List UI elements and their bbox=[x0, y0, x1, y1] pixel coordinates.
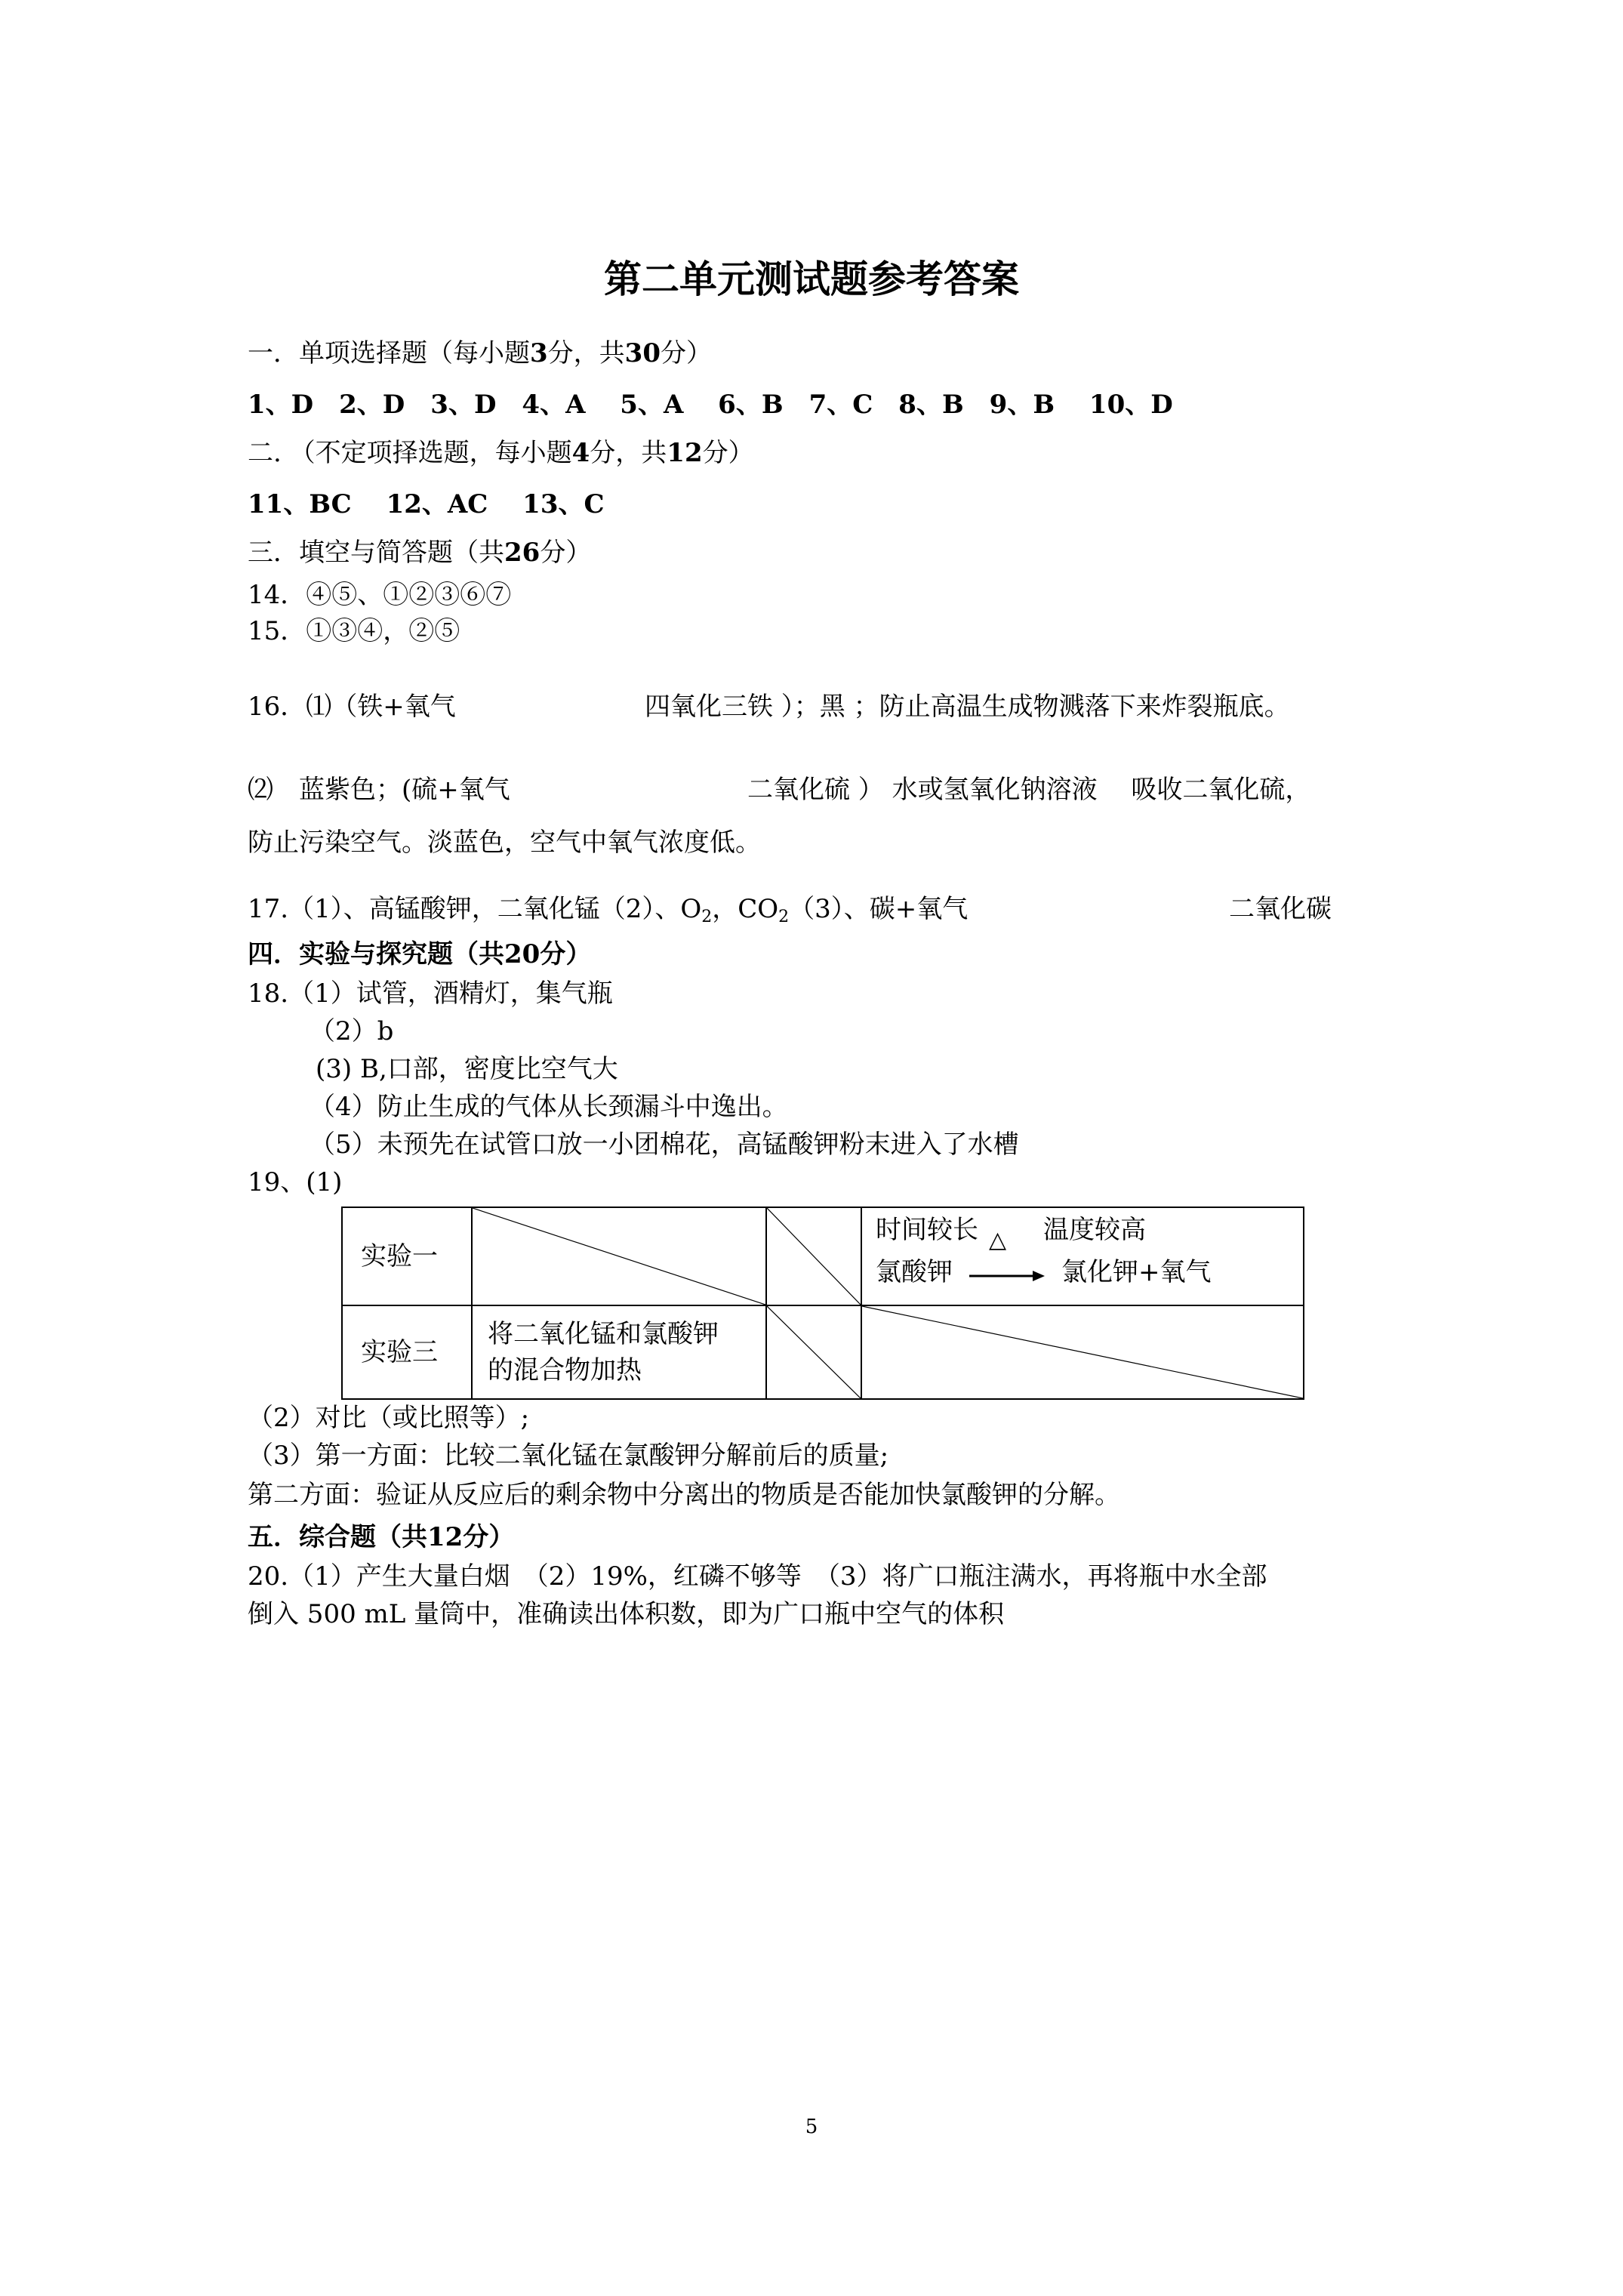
section-2-per-score: 4 bbox=[571, 438, 590, 468]
section-1-heading-end: 分） bbox=[661, 338, 712, 368]
section-5-heading-text: 五．综合题（共 bbox=[248, 1522, 427, 1552]
reaction-condition-time: 时间较长 bbox=[876, 1215, 978, 1245]
section-4-heading bbox=[248, 938, 591, 971]
row2-desc-line2: 的混合物加热 bbox=[488, 1355, 642, 1385]
section-1-per-score: 3 bbox=[530, 338, 548, 368]
answer-18-5: （5）未预先在试管口放一小团棉花，高锰酸钾粉末进入了水槽 bbox=[310, 1130, 1019, 1160]
section-2-total-score: 12 bbox=[667, 438, 703, 468]
section-3-score: 26 bbox=[504, 538, 540, 568]
table-cell-row1-equation bbox=[861, 1207, 1304, 1305]
row1-label: 实验一 bbox=[361, 1241, 438, 1271]
table-cell-row1-blank-2 bbox=[766, 1207, 861, 1305]
diagonal-line bbox=[767, 1208, 861, 1305]
reaction-equation bbox=[862, 1208, 1303, 1305]
table-cell-row2-desc bbox=[472, 1305, 766, 1399]
section-2-heading bbox=[248, 436, 754, 470]
answer-19-1: 19、(1) bbox=[248, 1167, 343, 1197]
section-3-heading bbox=[248, 536, 591, 569]
product: 氯化钾+氧气 bbox=[1061, 1257, 1212, 1287]
answer-19-2: （2）对比（或比照等）; bbox=[248, 1403, 530, 1433]
section-3-heading-text: 三．填空与简答题（共 bbox=[248, 538, 504, 568]
row2-desc-line1: 将二氧化锰和氯酸钾 bbox=[488, 1319, 719, 1349]
section-1-answers: 1、D 2、D 3、D 4、A 5、A 6、B 7、C 8、B 9、B 10、D bbox=[248, 390, 1173, 420]
table-cell-row1-label bbox=[342, 1207, 472, 1305]
section-5-heading bbox=[248, 1521, 514, 1554]
answer-17 bbox=[248, 892, 968, 934]
answer-17-part-b: ，CO bbox=[712, 894, 779, 924]
answer-17-part-a: 17.（1）、高锰酸钾，二氧化锰（2）、O bbox=[248, 894, 702, 924]
row2-label: 实验三 bbox=[361, 1337, 438, 1367]
answer-20-line1: 20.（1）产生大量白烟 （2）19%，红磷不够等 （3）将广口瓶注满水，再将瓶中水全部 bbox=[248, 1561, 1267, 1592]
answer-18-3: (3) B,口部，密度比空气大 bbox=[316, 1054, 618, 1084]
answer-18-4: （4）防止生成的气体从长颈漏斗中逸出。 bbox=[310, 1092, 788, 1122]
answer-16-2-continued: 防止污染空气。淡蓝色，空气中氧气浓度低。 bbox=[248, 827, 761, 858]
section-4-score: 20 bbox=[504, 939, 540, 969]
diagonal-line bbox=[473, 1208, 765, 1305]
answer-17-subscript-2: 2 bbox=[778, 908, 790, 926]
answer-20-line2: 倒入 500 mL 量筒中，准确读出体积数，即为广口瓶中空气的体积 bbox=[248, 1599, 1005, 1629]
table-cell-row2-label bbox=[342, 1305, 472, 1399]
section-2-heading-end: 分） bbox=[702, 438, 754, 468]
row2-description bbox=[473, 1316, 765, 1388]
answer-16-2-left: ⑵ 蓝紫色；(硫+氧气 bbox=[248, 775, 510, 805]
reaction-condition-temp: 温度较高 bbox=[1043, 1215, 1146, 1245]
answer-17-part-c: （3）、碳+氧气 bbox=[789, 894, 969, 924]
section-3-heading-end: 分） bbox=[540, 538, 592, 568]
answer-14: 14．④⑤、①②③⑥⑦ bbox=[248, 580, 512, 610]
page-title: 第二单元测试题参考答案 bbox=[604, 257, 1019, 301]
table-cell-row2-blank-2 bbox=[861, 1305, 1304, 1399]
section-1-total-score: 30 bbox=[624, 338, 661, 368]
heat-symbol: △ bbox=[989, 1227, 1007, 1253]
answer-18-1: 18.（1）试管，酒精灯，集气瓶 bbox=[248, 978, 613, 1009]
table-cell-row1-blank bbox=[472, 1207, 766, 1305]
section-4-heading-text: 四．实验与探究题（共 bbox=[248, 939, 504, 969]
reactant: 氯酸钾 bbox=[876, 1257, 953, 1287]
answer-17-subscript-1: 2 bbox=[701, 908, 713, 926]
page-number: 5 bbox=[805, 2116, 818, 2138]
answer-15: 15．①③④，②⑤ bbox=[248, 616, 460, 646]
answer-19-3: （3）第一方面：比较二氧化锰在氯酸钾分解前后的质量; bbox=[248, 1441, 889, 1471]
table-row bbox=[342, 1207, 1304, 1305]
section-5-heading-end: 分） bbox=[463, 1522, 515, 1552]
section-2-heading-text: 二. （不定项择选题，每小题 bbox=[248, 438, 572, 468]
answer-16-1-right: 四氧化三铁 ）；黑 ；防止高温生成物溅落下来炸裂瓶底。 bbox=[645, 692, 1290, 722]
reaction-arrow-icon bbox=[969, 1270, 1045, 1282]
section-5-score: 12 bbox=[427, 1522, 463, 1552]
answer-17-product: 二氧化碳 bbox=[1229, 894, 1332, 924]
answer-16-1-left: 16．⑴（铁+氧气 bbox=[248, 692, 456, 722]
diagonal-line bbox=[767, 1306, 861, 1398]
answer-19-3b: 第二方面：验证从反应后的剩余物中分离出的物质是否能加快氯酸钾的分解。 bbox=[248, 1480, 1120, 1510]
section-4-heading-end: 分） bbox=[540, 939, 592, 969]
section-1-heading bbox=[248, 337, 712, 370]
diagonal-line bbox=[862, 1306, 1303, 1398]
table-cell-row2-blank bbox=[766, 1305, 861, 1399]
experiment-table bbox=[341, 1207, 1304, 1400]
answer-18-2: （2）b bbox=[310, 1016, 394, 1046]
answer-16-2-right: 二氧化硫 ） 水或氢氧化钠溶液 吸收二氧化硫， bbox=[747, 775, 1311, 805]
table-row bbox=[342, 1305, 1304, 1399]
section-2-heading-mid: 分，共 bbox=[590, 438, 667, 468]
section-1-heading-text: 一．单项选择题（每小题 bbox=[248, 338, 530, 368]
section-2-answers: 11、BC 12、AC 13、C bbox=[248, 489, 605, 519]
section-1-heading-mid: 分，共 bbox=[547, 338, 625, 368]
